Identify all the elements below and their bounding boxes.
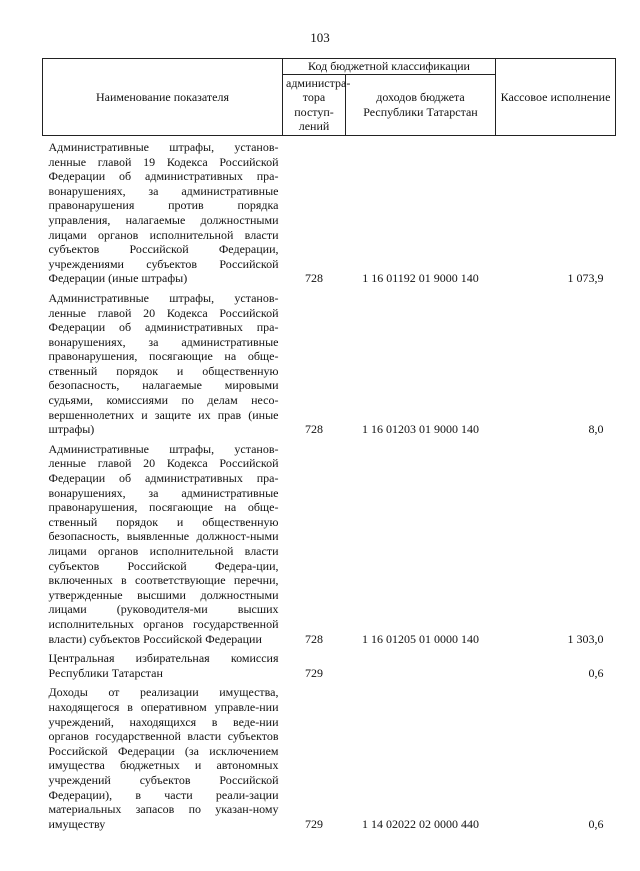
row-cash: 0,6 [588,665,604,680]
row-name: Доходы от реализации имущества, находящегося в оперативном управле-нии учреждений, находящихся в веде-нии органов государственной власти субъектов Российской Федерации (за исключением имущества бюджетных и автономных учреждений субъектов Российской Федерации), в части реали-зации материальных запасов по указан-ному имуществу [48,685,279,831]
row-name: Административные штрафы, установ-ленные главой 20 Кодекса Российской Федерации об административных пра-вонарушениях, за административные правонарушения, посягающие на обще-ственный порядок и общественную безопасность, выявленные должност-ными лицами органов исполнительной власти субъектов Российской Федера-ции, включенных в соответствующие перечни, утвержденные высшими должностными лицами (руководителя-ми высших исполнительных органов государственной власти) субъектов Российской Федерации [48,441,279,646]
row-admin-code: 728 [305,271,323,286]
row-admin-code: 728 [305,631,323,646]
row-income-code: 1 14 02022 02 0000 440 [362,816,479,831]
row-cash: 8,0 [588,422,604,437]
table-body [43,135,616,831]
row-income-code: 1 16 01203 01 9000 140 [362,422,479,437]
row-cash: 1 073,9 [567,271,604,286]
table-row [43,680,616,831]
budget-table [42,58,616,831]
table-row [43,437,616,646]
header-cash: Кассовое исполнение [496,59,616,136]
table-row [43,135,616,285]
row-name: Центральная избирательная комиссия Республики Татарстан [48,651,279,680]
row-income-code: 1 16 01205 01 0000 140 [362,631,479,646]
row-admin-code: 729 [305,816,323,831]
header-name: Наименование показателя [43,59,283,136]
row-cash: 1 303,0 [567,631,604,646]
table-row [43,646,616,680]
row-income-code: 1 16 01192 01 9000 140 [362,271,479,286]
row-admin-code: 729 [305,665,323,680]
row-name: Административные штрафы, установ-ленные главой 19 Кодекса Российской Федерации об административных пра-вонарушениях, за административные правонарушения против порядка управления, налагаемые должностными лицами органов исполнительной власти субъектов Российской Федерации, учреждениями субъектов Российской Федерации (иные штрафы) [48,139,279,286]
header-income: доходов бюджета Республики Татарстан [346,74,496,135]
table-header [43,59,616,136]
page-number: 103 [310,30,330,45]
row-admin-code: 728 [305,422,323,437]
row-cash: 0,6 [588,816,604,831]
header-code-group: Код бюджетной классификации [283,59,496,75]
header-admin: администра-тора поступ-лений [283,74,346,135]
table-row [43,286,616,437]
row-income-code [346,646,496,680]
row-name: Административные штрафы, установ-ленные главой 20 Кодекса Российской Федерации об административных пра-вонарушениях, за административные правонарушения, посягающие на обще-ственный порядок и общественную безопасность, налагаемые мировыми судьями, комиссиями по делам несо-вершеннолетних и защите их прав (иные штрафы) [48,290,279,437]
